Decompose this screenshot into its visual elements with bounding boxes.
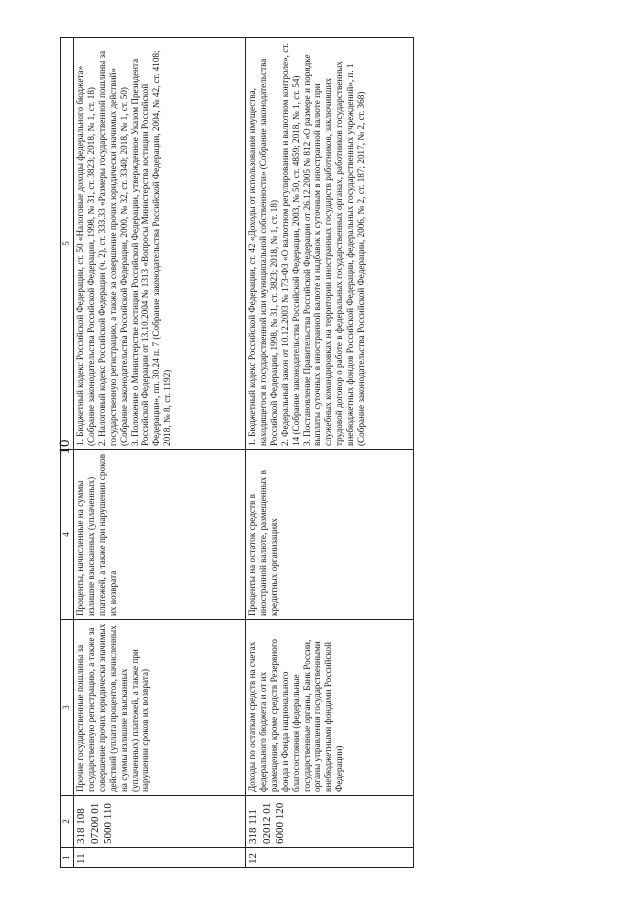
column-number: 1	[61, 848, 74, 868]
row-number: 11	[74, 848, 246, 868]
revenue-kind: Проценты на остаток средств в иностранной валюте, размещенных в кредитных организациях	[246, 450, 414, 620]
column-number: 2	[61, 796, 74, 848]
budget-code-part: 318 108	[75, 808, 87, 844]
budget-code-part: 318 111	[247, 809, 259, 844]
legal-basis-item: 3. Положение о Министерстве юстиции Российской Федерации, утвержденное Указом Президента Российской Федерации от 13.10.2004 № 1313 «Вопросы Министерства юстиции Российской Федерации», пп. 30.24 п. 7 (Собрание законодательства Российской Федерации, 2004, № 42, ст. 4108; 2018, № 8, ст. 1192)	[129, 50, 173, 446]
row-number: 12	[246, 848, 414, 868]
column-number: 4	[61, 450, 74, 620]
column-number-row	[61, 38, 74, 868]
column-number: 3	[61, 620, 74, 796]
budget-code	[246, 796, 414, 848]
table-row	[246, 38, 414, 868]
legal-basis-item: 3. Постановление Правительства Российской Федерации от 26.12.2005 № 812 «О размере и порядке выплаты суточных в иностранной валюте и надбавок к суточным в иностранной валюте при служебных командировках на территории иностранных государств работников, заключивших трудовой договор о работе в федеральных государственных органах, работников государственных внебюджетных фондов Российской Федерации, федеральных государственных учреждений», п. 1 (Собрание законодательства Российской Федерации, 2006, № 2, ст. 187; 2017, № 2, ст. 368)	[301, 54, 367, 446]
legal-basis-item: 2. Федеральный закон от 10.12.2003 № 173-ФЗ «О валютном регулировании и валютном контроле», ст. 14 (Собрание законодательства Российской Федерации, 2003, № 50, ст. 4859; 2018, № 1, ст. 54)	[279, 43, 301, 446]
budget-code-part: 07200 01	[88, 802, 101, 844]
revenue-kind: Проценты, начисленные на суммы излишне взысканных (уплаченных) платежей, а также при нарушении сроков их возврата	[74, 450, 246, 620]
legal-basis	[74, 38, 246, 450]
revenue-name: Прочие государственные пошлины за государственную регистрацию, а также за совершение прочих юридически значимых действий (уплата процентов, начисленных на суммы излишне взысканных (уплаченных) платежей, а также при нарушении сроков их возврата)	[74, 620, 246, 796]
column-number: 5	[61, 38, 74, 450]
budget-code	[74, 796, 246, 848]
budget-code-part: 6000 120	[274, 802, 287, 844]
page-number: 10	[57, 439, 73, 455]
budget-code-part: 5000 110	[102, 803, 115, 844]
revenue-name: Доходы по остаткам средств на счетах федерального бюджета и от их размещения, кроме средств Резервного фонда и Фонда национального благосостояния (федеральные государственные органы, Банк России, органы управления государственными внебюджетными фондами Российской Федерации)	[246, 620, 414, 796]
revenue-table	[60, 37, 414, 868]
rotated-table-wrapper	[60, 38, 410, 868]
budget-code-part: 02012 01	[260, 802, 273, 844]
table-row	[74, 38, 246, 868]
legal-basis-item: 1. Бюджетный кодекс Российской Федерации, ст. 50 «Налоговые доходы федерального бюджета» (Собрание законодательства Российской Федерации, 1998, № 31, ст. 3823; 2018, № 1, ст. 18)	[75, 65, 96, 446]
legal-basis	[246, 38, 414, 450]
legal-basis-item: 2. Налоговый кодекс Российской Федерации (ч. 2), ст. 333.33 «Размеры государственной пошлины за государственную регистрацию, а также за совершение прочих юридически значимых действий» (Собрание законодательства Российской Федерации, 2000, № 32, ст. 3340; 2018, № 1, ст. 50)	[96, 50, 129, 446]
legal-basis-item: 1. Бюджетный кодекс Российской Федерации, ст. 42 «Доходы от использования имущества, находящегося в государственной или муниципальной собственности» (Собрание законодательства Российской Федерации, 1998, № 31, ст. 3823; 2018, № 1, ст. 18)	[247, 58, 279, 446]
